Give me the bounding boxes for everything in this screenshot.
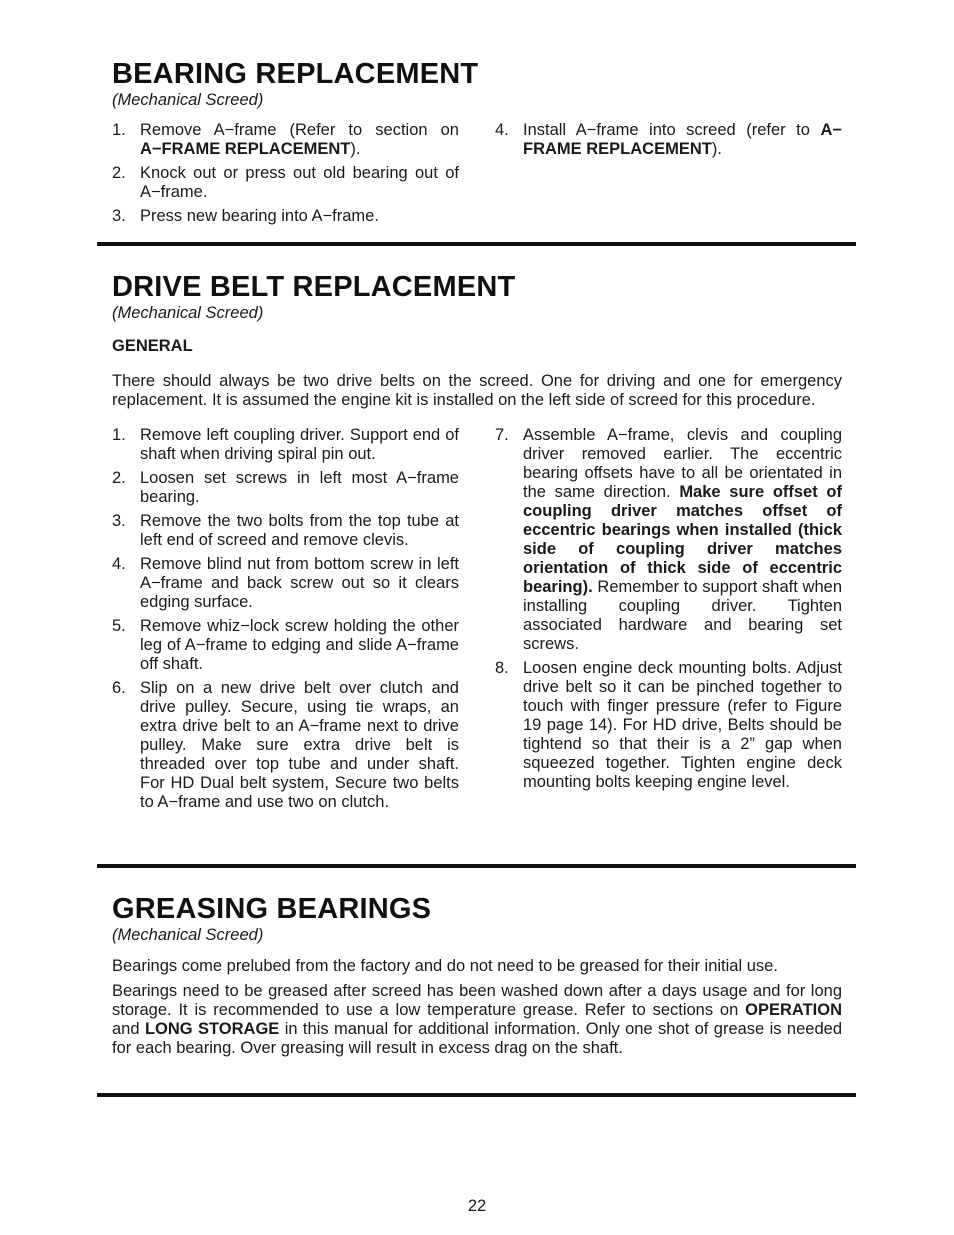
drive-belt-section xyxy=(112,271,842,846)
drive-step-4: 4. Remove blind nut from bottom screw in left A−frame and back screw out so it clears edging surface. xyxy=(112,555,459,611)
bearing-step-2: 2. Knock out or press out old bearing out of A−frame. xyxy=(112,164,459,201)
drive-step-3: 3. Remove the two bolts from the top tube at left end of screed and remove clevis. xyxy=(112,512,459,549)
drive-belt-subtitle: (Mechanical Screed) xyxy=(112,304,264,322)
bearing-steps xyxy=(112,121,842,231)
page-number: 22 xyxy=(467,1197,487,1215)
greasing-paragraph-2: Bearings need to be greased after screed has been washed down after a days usage and for long storage. It is recommended to use a low temperature grease. Refer to sections on OPERATION and LONG STORAGE in this manual for additional information. Only one shot of grease is needed for each bearing. Over greasing will result in excess drag on the shaft. xyxy=(112,982,842,1057)
section-divider xyxy=(97,1093,856,1097)
drive-step-8: 8. Loosen engine deck mounting bolts. Adjust drive belt so it can be pinched together to touch with finger pressure (refer to Figure 19 page 14). For HD drive, Belts should be tightend so that their is a 2” gap when squeezed together. Tighten engine deck mounting bolts keeping engine level. xyxy=(495,659,842,791)
drive-step-1: 1. Remove left coupling driver. Support end of shaft when driving spiral pin out. xyxy=(112,426,459,463)
drive-belt-intro: There should always be two drive belts on the screed. One for driving and one for emergency replacement. It is assumed the engine kit is installed on the left side of screed for this procedure. xyxy=(112,372,842,409)
greasing-section xyxy=(112,893,842,1058)
section-divider xyxy=(97,242,856,246)
bearing-title: BEARING REPLACEMENT xyxy=(112,58,479,90)
greasing-title: GREASING BEARINGS xyxy=(112,893,432,925)
drive-step-5: 5. Remove whiz−lock screw holding the other leg of A−frame to edging and slide A−frame off shaft. xyxy=(112,617,459,673)
drive-step-6: 6. Slip on a new drive belt over clutch and drive pulley. Secure, using tie wraps, an extra drive belt to an A−frame next to drive pulley. Make sure extra drive belt is threaded over top tube and under shaft. For HD Dual belt system, Secure two belts to A−frame and use two on clutch. xyxy=(112,679,459,811)
bearing-subtitle: (Mechanical Screed) xyxy=(112,91,264,109)
bearing-step-1: 1. Remove A−frame (Refer to section on A−FRAME REPLACEMENT). xyxy=(112,121,459,158)
bearing-step-3: 3. Press new bearing into A−frame. xyxy=(112,207,379,225)
general-heading: GENERAL xyxy=(112,337,193,355)
greasing-paragraph-1: Bearings come prelubed from the factory and do not need to be greased for their initial use. xyxy=(112,957,778,975)
bearing-section xyxy=(112,58,842,231)
section-divider xyxy=(97,864,856,868)
drive-step-7: 7. Assemble A−frame, clevis and coupling driver removed earlier. The eccentric bearing offsets have to all be orientated in the same direction. Make sure offset of coupling driver matches offset of eccentric bearings when installed (thick side of coupling driver matches orientation of thick side of eccentric bearing). Remember to support shaft when installing coupling driver. Tighten associated hardware and bearing set screws. xyxy=(495,426,842,653)
drive-belt-title: DRIVE BELT REPLACEMENT xyxy=(112,271,516,303)
drive-step-2: 2. Loosen set screws in left most A−frame bearing. xyxy=(112,469,459,506)
bearing-step-4: 4. Install A−frame into screed (refer to A− FRAME REPLACEMENT). xyxy=(495,121,842,158)
drive-belt-steps xyxy=(112,426,842,846)
greasing-subtitle: (Mechanical Screed) xyxy=(112,926,264,944)
